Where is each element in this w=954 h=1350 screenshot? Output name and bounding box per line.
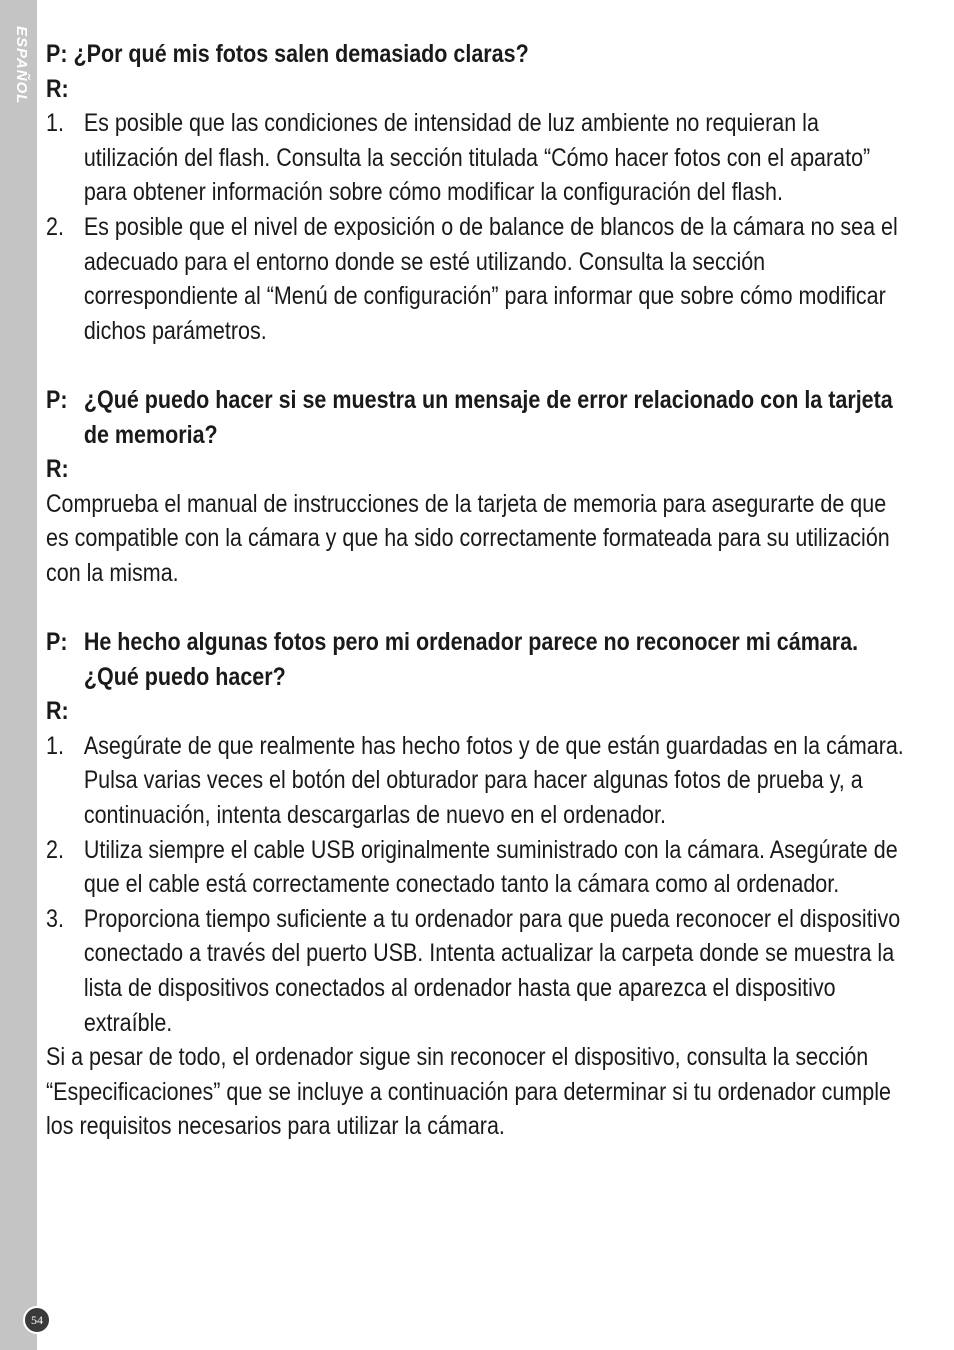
list-item xyxy=(46,902,915,1040)
question-text: He hecho algunas fotos pero mi ordenador parece no reconocer mi cámara. ¿Qué puedo hacer? xyxy=(83,628,859,691)
question-text: ¿Qué puedo hacer si se muestra un mensaje de error relacionado con la tarjeta de memoria? xyxy=(83,385,893,449)
answer-label: R: xyxy=(46,697,69,726)
question-prefix: P: xyxy=(46,628,68,657)
faq-item-computer-not-recognizing xyxy=(46,625,915,1144)
closing-text: Si a pesar de todo, el ordenador sigue sin reconocer el dispositivo, consulta la sección “Especificaciones” que se incluye a continuación para determinar si tu ordenador cumple los requisitos necesarios para utilizar la cámara. xyxy=(46,1043,891,1141)
list-item xyxy=(46,106,915,210)
list-number: 3. xyxy=(46,904,64,933)
language-label: ESPAÑOL xyxy=(13,26,30,105)
question-prefix: P: xyxy=(46,40,68,68)
answer-label: R: xyxy=(46,455,69,484)
faq-item-memory-card-error xyxy=(46,383,915,591)
list-number: 1. xyxy=(46,731,64,760)
answer-text: Comprueba el manual de instrucciones de la tarjeta de memoria para asegurarte de que es compatible con la cámara y que ha sido correctamente formateada para su utilización con la misma. xyxy=(46,489,890,587)
faq-content xyxy=(46,37,915,1144)
spacer xyxy=(46,348,915,383)
list-text: Es posible que el nivel de exposición o de balance de blancos de la cámara no sea el adecuado para el entorno donde se esté utilizando. Consulta la sección correspondiente al “Menú de configuración” para informar que sobre cómo modificar dichos parámetros. xyxy=(83,212,898,345)
list-text: Asegúrate de que realmente has hecho fotos y de que están guardadas en la cámara. Pulsa varias veces el botón del obturador para hacer algunas fotos de prueba y, a continuación, intenta descargarlas de nuevo en el ordenador. xyxy=(83,731,904,830)
page-number: 54 xyxy=(23,1306,51,1334)
faq-item-photos-too-bright xyxy=(46,37,915,348)
list-number: 2. xyxy=(46,835,64,864)
question-text: ¿Por qué mis fotos salen demasiado claras? xyxy=(73,40,529,68)
list-text: Proporciona tiempo suficiente a tu ordenador para que pueda reconocer el dispositivo conectado a través del puerto USB. Intenta actualizar la carpeta donde se muestra la lista de dispositivos conectados al ordenador hasta que aparezca el dispositivo extraíble. xyxy=(83,904,901,1037)
question xyxy=(46,37,915,72)
list-text: Es posible que las condiciones de intensidad de luz ambiente no requieran la utilización del flash. Consulta la sección titulada “Cómo hacer fotos con el aparato” para obtener información sobre cómo modificar la configuración del flash. xyxy=(83,109,871,207)
list-number: 2. xyxy=(46,212,64,241)
list-item xyxy=(46,729,915,833)
answer-label: R: xyxy=(46,74,69,103)
side-margin-bar xyxy=(0,0,37,1350)
question xyxy=(46,383,915,452)
question xyxy=(46,625,915,694)
spacer xyxy=(46,591,915,626)
list-item xyxy=(46,210,915,348)
list-number: 1. xyxy=(46,109,64,138)
question-prefix: P: xyxy=(46,385,68,414)
list-text: Utiliza siempre el cable USB originalmente suministrado con la cámara. Asegúrate de que el cable está correctamente conectado tanto la cámara como al ordenador. xyxy=(83,835,898,899)
list-item xyxy=(46,833,915,902)
